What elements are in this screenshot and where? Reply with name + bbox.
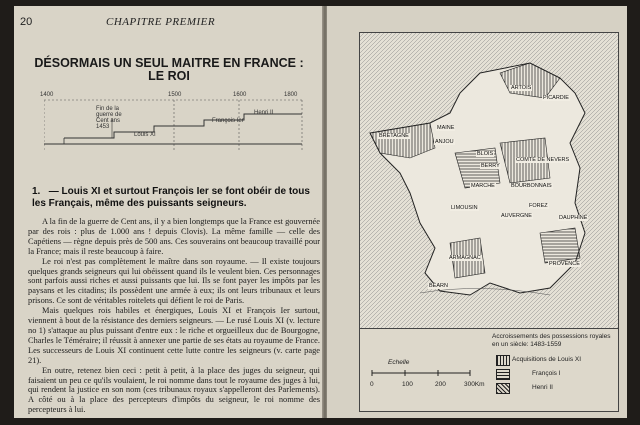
map-label: AUVERGNE [501,213,532,219]
year-label-1500: 1500 [168,92,182,98]
paragraph: Le roi n'est pas complètement le maître dans son royaume. — Il existe toujours quelques grands seigneurs qui lui obéissent quand ils le veulent bien. Ces personnages sont parfois aussi riches et aussi puissants que lui. Ils se font payer les impôts par les paysans et les citadins; ils possèdent une armée à eux; ils ont leurs tribunaux et leurs prisons. Ce sont de véritables roitelets qui défient le roi de Paris. [28,256,320,306]
legend-title: Accroissements des possessions royales en un siècle: 1483-1559 [492,333,611,348]
map-label: ANJOU [435,139,454,145]
map-label: PROVENCE [549,261,580,267]
map-svg [360,33,618,329]
reign-henri: Henri II [254,110,274,116]
map-label: BÉARN [429,283,448,289]
heading-line-1: DÉSORMAIS UN SEUL MAITRE EN FRANCE : [34,56,304,70]
map-label: MARCHE [471,183,495,189]
timeline-svg [44,92,304,150]
legend-item: Henri II [532,384,553,391]
section-number: 1. [32,186,41,197]
scale-tick: 100 [402,381,413,388]
map-label: MAINE [437,125,455,131]
right-page [327,6,627,418]
map-label: ARMAGNAC [449,255,481,261]
legend-item: Acquisitions de Louis XI [512,356,582,363]
map-label: COMTÉ DE NEVERS [516,157,570,163]
scale-tick: 200 [435,381,446,388]
paragraph: En outre, retenez bien ceci : petit à petit, à la place des juges du seigneur, qui faisaient un peu ce qu'ils voulaient, le roi nomme dans tout le royaume des juges à lui, qui rendent la justice en son nom (ces tribunaux royaux s'appelleront des Parlements). A côté ou à la place des percepteurs d'impôts du seigneur, le roi nomme des percepteurs à lui. [28,365,320,415]
map-legend [359,328,619,412]
section-heading [32,186,318,210]
running-title: CHAPITRE PREMIER [106,16,216,28]
legend-item: François I [532,370,561,377]
reign-louis-xi: Louis XI [134,132,156,138]
map-label: DAUPHINÉ [559,215,588,221]
scale-tick: 0 [370,381,374,388]
left-page [14,6,324,418]
heading-line-2: LE ROI [148,69,190,83]
map-label: ARTOIS [511,85,532,91]
map-label: FOREZ [529,203,548,209]
event-label: Fin de la guerre de Cent ans 1453 [96,106,122,130]
map-label: BLOIS [477,151,494,157]
scale-label: Echelle [388,359,410,366]
map-label: LIMOUSIN [451,205,478,211]
page-number: 20 [20,16,33,28]
legend-swatch-francois [496,369,510,380]
map-label: BERRY [481,163,500,169]
year-label-1400: 1400 [40,92,54,98]
reign-francois: François Ier [212,118,244,124]
year-label-1800: 1800 [284,92,298,98]
map-label: BRETAGNE [379,133,409,139]
legend-swatch-henri [496,383,510,394]
section-title: — Louis XI et surtout François Ier se font obéir de tous les Français, même des puissants seigneurs. [32,186,310,209]
page-heading [14,57,324,83]
scale-tick: 300Km [464,381,485,388]
timeline-diagram [40,92,304,150]
legend-swatch-louis-xi [496,355,510,366]
body-text [28,217,320,415]
map-of-france [359,32,619,330]
paragraph: A la fin de la guerre de Cent ans, il y a bien longtemps que la France est gouvernée par des rois : plus de 1.000 ans ! depuis Clovis). La même famille — celle des Capétiens — règne depuis près de 500 ans. Ces souverains ont beaucoup travaillé pour la France; mais il reste beaucoup à faire. [28,217,320,256]
year-label-1600: 1600 [233,92,247,98]
map-label: BOURBONNAIS [511,183,552,189]
map-label: PICARDIE [543,95,569,101]
paragraph: Mais quelques rois habiles et énergiques, Louis XI et François Ier surtout, viennent à bout de la résistance des derniers seigneurs. — Le rusé Louis XI (v. lecture no 1) s'attaque au plus puissant d'entre eux : le riche et orgueilleux duc de Bourgogne, Charles le Téméraire; il réussit à annexer une partie de ses états au royaume de France. Les successeurs de Louis XI continuent cette lutte contre les seigneurs (v. carte page 21). [28,306,320,365]
